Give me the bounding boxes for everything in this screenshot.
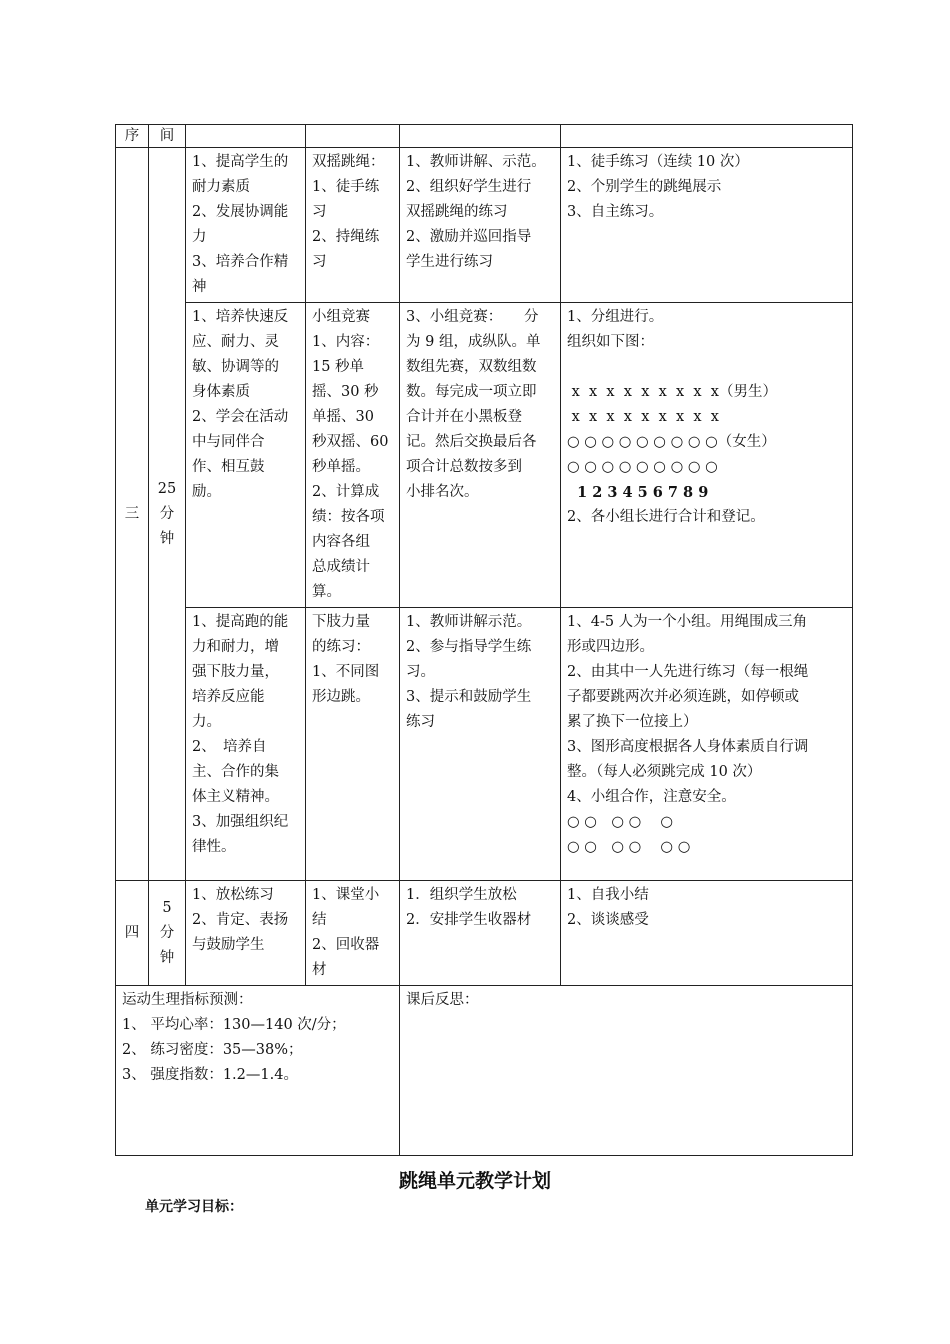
text-line: 力和耐力，增: [192, 639, 279, 655]
text-line: 习。: [406, 664, 435, 680]
text-line: 1、内容：: [312, 334, 380, 350]
page-title: 跳绳单元教学计划: [398, 1170, 551, 1192]
group-circles-row: ○ ○ ○ ○ ○: [567, 814, 674, 830]
text-line: 1、提高跑的能: [192, 614, 289, 630]
text-line: 2、由其中一人先进行练习（每一根绳: [567, 664, 809, 680]
text-line: 算。: [312, 584, 341, 600]
text-line: 力。: [192, 714, 221, 730]
text-line: 律性。: [192, 839, 236, 855]
text-line: 神: [192, 279, 207, 295]
teacher-activity-cell: [400, 881, 561, 986]
text-line: 2、持绳练: [312, 229, 380, 245]
student-activity-cell: [561, 881, 853, 986]
text-line: 形或四边形。: [567, 639, 654, 655]
text-line: 习: [312, 204, 327, 220]
student-activity-cell: [561, 148, 853, 303]
text-line: 2、参与指导学生练: [406, 639, 532, 655]
header-cell-time: 间: [149, 125, 186, 148]
text-line: 2、个别学生的跳绳展示: [567, 179, 722, 195]
part-label-three: 三: [116, 148, 149, 881]
text-line: 小排名次。: [406, 484, 479, 500]
section-subtitle: 单元学习目标：: [145, 1199, 243, 1215]
time-label-25min: [149, 148, 186, 881]
text-line: 3、培养合作精: [192, 254, 289, 270]
text-line: 1、教师讲解示范。: [406, 614, 532, 630]
time-label-5min: [149, 881, 186, 986]
indicator-line: 2、 练习密度：35—38%；: [122, 1042, 303, 1058]
text-line: 单摇、30: [312, 409, 374, 425]
text-line: 1、徒手练习（连续 10 次）: [567, 154, 749, 170]
header-row: [116, 125, 853, 148]
text-line: 2、发展协调能: [192, 204, 289, 220]
time-unit-2: 钟: [159, 949, 175, 966]
time-number: 5: [162, 899, 172, 916]
indicator-line: 3、 强度指数：1.2—1.4。: [122, 1067, 298, 1083]
text-line: 培养反应能: [192, 689, 265, 705]
text-line: 数组先赛，双数组数: [406, 359, 537, 375]
text-line: 3、小组竞赛： 分: [406, 309, 539, 325]
student-activity-cell: [561, 303, 853, 608]
text-line: 4、小组合作，注意安全。: [567, 789, 736, 805]
text-line: 3、图形高度根据各人身体素质自行调: [567, 739, 809, 755]
text-line: 3、加强组织纪: [192, 814, 289, 830]
header-cell-empty: [186, 125, 306, 148]
text-line: 1、不同图: [312, 664, 380, 680]
blank-line: [567, 355, 846, 380]
time-unit-1: 分: [159, 924, 175, 941]
text-line: 习: [312, 254, 327, 270]
section3-row-3: [116, 608, 853, 881]
text-line: 1、自我小结: [567, 887, 649, 903]
text-line: 为 9 组，成纵队。单: [406, 334, 541, 350]
text-line: 3、自主练习。: [567, 204, 664, 220]
text-line: 2、肯定、表扬: [192, 912, 289, 928]
text-line: 1、分组进行。: [567, 309, 664, 325]
time-number: 25: [157, 480, 177, 497]
text-line: 形边跳。: [312, 689, 370, 705]
formation-numbers: 1 2 3 4 5 6 7 8 9: [567, 484, 709, 501]
text-line: 小组竞赛: [312, 309, 370, 325]
text-line: 整。（每人必须跳完成 10 次）: [567, 764, 762, 780]
text-line: 材: [312, 962, 327, 978]
text-line: 2、谈谈感受: [567, 912, 649, 928]
part-label-four: 四: [116, 881, 149, 986]
text-line: 学生进行练习: [406, 254, 493, 270]
goals-cell: [186, 303, 306, 608]
text-line: 1、教师讲解、示范。: [406, 154, 546, 170]
text-line: 子都要跳两次并必须连跳，如停顿或: [567, 689, 799, 705]
text-line: 1、4-5 人为一个小组。用绳围成三角: [567, 614, 808, 630]
text-line: 中与同伴合: [192, 434, 265, 450]
student-activity-cell: [561, 608, 853, 881]
text-line: 2、激励并巡回指导: [406, 229, 532, 245]
lesson-plan-table: [115, 124, 853, 1156]
text-line: 2、组织好学生进行: [406, 179, 532, 195]
teacher-activity-cell: [400, 148, 561, 303]
text-line: 秒双摇、60: [312, 434, 389, 450]
group-circles-row: ○ ○ ○ ○ ○ ○: [567, 839, 691, 855]
text-line: 励。: [192, 484, 221, 500]
text-line: 2、计算成: [312, 484, 380, 500]
text-line: 数。每完成一项立即: [406, 384, 537, 400]
content-cell: [306, 608, 400, 881]
text-line: 1、徒手练: [312, 179, 380, 195]
text-line: 1、提高学生的: [192, 154, 289, 170]
text-line: 结: [312, 912, 327, 928]
text-line: 敏、协调等的: [192, 359, 279, 375]
text-line: 下肢力量: [312, 614, 370, 630]
time-unit-2: 钟: [159, 530, 175, 547]
header-cell-empty: [400, 125, 561, 148]
text-line: 双摇跳绳的练习: [406, 204, 508, 220]
text-line: 记。然后交换最后各: [406, 434, 537, 450]
text-line: 作、相互鼓: [192, 459, 265, 475]
text-line: 3、提示和鼓励学生: [406, 689, 532, 705]
text-line: 组织如下图：: [567, 334, 654, 350]
text-line: 的练习：: [312, 639, 370, 655]
text-line: 绩：按各项: [312, 509, 385, 525]
text-line: 力: [192, 229, 207, 245]
text-line: 2、学会在活动: [192, 409, 289, 425]
text-line: 摇、30 秒: [312, 384, 379, 400]
goals-cell: [186, 881, 306, 986]
text-line: 总成绩计: [312, 559, 370, 575]
text-line: 秒单摇。: [312, 459, 370, 475]
section3-row-1: [116, 148, 853, 303]
text-line: 1、课堂小: [312, 887, 380, 903]
section3-row-2: [116, 303, 853, 608]
text-line: 2．安排学生收器材: [406, 912, 532, 928]
content-cell: [306, 303, 400, 608]
text-line: 强下肢力量，: [192, 664, 279, 680]
text-line: 练习: [406, 714, 435, 730]
indicators-heading: 运动生理指标预测：: [122, 992, 253, 1008]
text-line: 耐力素质: [192, 179, 250, 195]
text-line: 累了换下一位接上）: [567, 714, 698, 730]
goals-cell: [186, 608, 306, 881]
text-line: 2、各小组长进行合计和登记。: [567, 509, 765, 525]
text-line: 项合计总数按多到: [406, 459, 522, 475]
text-line: 1．组织学生放松: [406, 887, 517, 903]
reflection-label: 课后反思：: [406, 992, 479, 1008]
goals-cell: [186, 148, 306, 303]
indicator-line: 1、 平均心率：130—140 次/分；: [122, 1017, 346, 1033]
footer-row: [116, 986, 853, 1156]
teacher-activity-cell: [400, 303, 561, 608]
content-cell: [306, 881, 400, 986]
text-line: 2、 培养自: [192, 739, 267, 755]
text-line: 应、耐力、灵: [192, 334, 279, 350]
reflection-cell: [400, 986, 853, 1156]
text-line: 双摇跳绳：: [312, 154, 385, 170]
formation-row-boys: x x x x x x x x x: [567, 409, 719, 425]
text-line: 内容各组: [312, 534, 370, 550]
text-line: 合计并在小黑板登: [406, 409, 522, 425]
section4-row: [116, 881, 853, 986]
text-line: 15 秒单: [312, 359, 365, 375]
text-line: 体主义精神。: [192, 789, 279, 805]
text-line: 2、回收器: [312, 937, 380, 953]
header-cell-sequence: 序: [116, 125, 149, 148]
formation-row-boys: x x x x x x x x x（男生）: [567, 384, 777, 400]
content-cell: [306, 148, 400, 303]
text-line: 1、放松练习: [192, 887, 274, 903]
formation-row-girls: ○ ○ ○ ○ ○ ○ ○ ○ ○: [567, 459, 718, 475]
text-line: 1、培养快速反: [192, 309, 289, 325]
teacher-activity-cell: [400, 608, 561, 881]
header-cell-empty: [561, 125, 853, 148]
formation-row-girls: ○ ○ ○ ○ ○ ○ ○ ○ ○（女生）: [567, 434, 776, 450]
text-line: 与鼓励学生: [192, 937, 265, 953]
physiological-indicators-cell: [116, 986, 400, 1156]
header-cell-empty: [306, 125, 400, 148]
text-line: 身体素质: [192, 384, 250, 400]
text-line: 主、合作的集: [192, 764, 279, 780]
time-unit-1: 分: [159, 505, 175, 522]
